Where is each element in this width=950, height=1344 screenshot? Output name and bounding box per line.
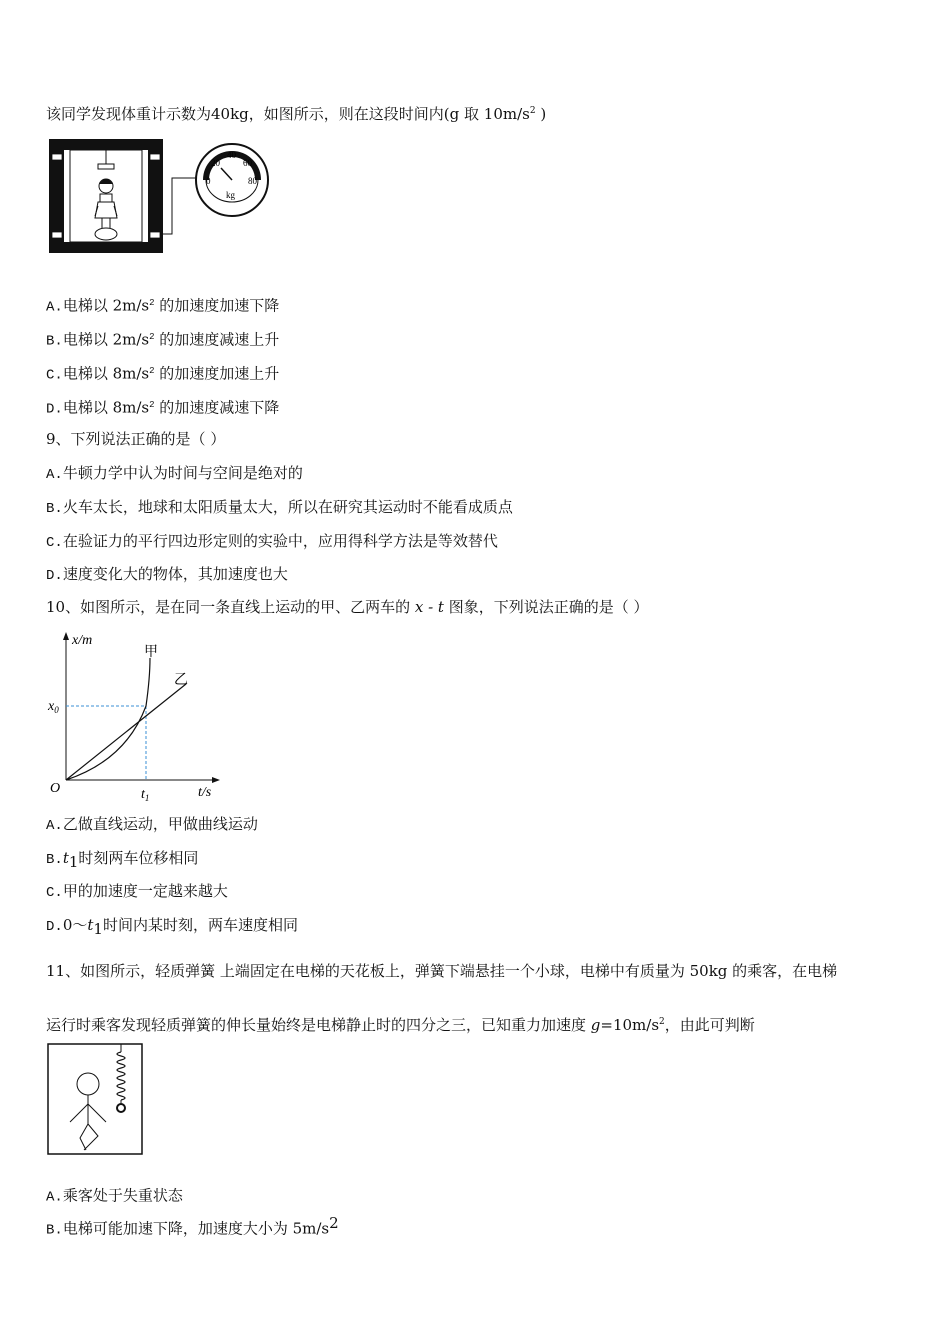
spring-elevator-figure	[46, 1042, 150, 1158]
q9-option-d[interactable]: D.速度变化大的物体，其加速度也大	[46, 565, 288, 584]
spring-icon	[117, 1044, 125, 1112]
dial-unit: kg	[226, 190, 235, 200]
origin-label: O	[50, 781, 61, 796]
line-yi-label: 乙	[174, 673, 188, 688]
dial-tick-60: 60	[243, 158, 252, 168]
curve-jia	[66, 658, 150, 780]
q8-option-b[interactable]: B.电梯以 $2m/s^2$ 的加速度减速上升	[46, 330, 280, 350]
x0-label: $x_0$	[48, 699, 59, 715]
q8-intro: 该同学发现体重计示数为40kg，如图所示，则在这段时间内(g 取 $10m/s^2$ )	[46, 105, 547, 123]
line-yi	[66, 684, 186, 780]
dial-tick-40: 40	[227, 150, 236, 160]
q10-stem: 10、如图所示，是在同一条直线上运动的甲、乙两车的 x - t 图象，下列说法正确的是（ ）	[46, 598, 649, 616]
q11-stem-line2: 运行时乘客发现轻质弹簧的伸长量始终是电梯静止时的四分之三，已知重力加速度 $g=10m/s^2$，由此可判断	[46, 1016, 755, 1034]
passenger-icon	[70, 1073, 106, 1150]
dial-tick-20: 20	[211, 158, 220, 168]
y-axis-label: x/m	[72, 633, 93, 648]
q8-option-c[interactable]: C.电梯以 $8m/s^2$ 的加速度加速上升	[46, 364, 280, 384]
q10-option-c[interactable]: C.甲的加速度一定越来越大	[46, 882, 228, 901]
q9-option-c[interactable]: C.在验证力的平行四边形定则的实验中，应用得科学方法是等效替代	[46, 532, 498, 551]
q11-option-b[interactable]: B.电梯可能加速下降，加速度大小为 $5m/s^2$	[46, 1214, 339, 1239]
elevator-scale-figure	[46, 134, 276, 260]
q9-option-a[interactable]: A.牛顿力学中认为时间与空间是绝对的	[46, 464, 303, 483]
q8-option-d[interactable]: D.电梯以 $8m/s^2$ 的加速度减速下降	[46, 398, 280, 418]
q10-option-d[interactable]: $D.0\sim t_1$时间内某时刻，两车速度相同	[46, 916, 298, 938]
curve-jia-label: 甲	[144, 645, 158, 660]
dial-tick-0: 0	[206, 176, 211, 186]
q11-option-a[interactable]: A.乘客处于失重状态	[46, 1186, 183, 1206]
q9-stem: 9、下列说法正确的是（ ）	[46, 430, 226, 448]
scale-dial	[196, 144, 268, 216]
dial-tick-80: 80	[248, 176, 257, 186]
x-axis-label: t/s	[198, 785, 212, 800]
t1-label: $t_1$	[141, 787, 150, 803]
q8-option-a[interactable]: A.电梯以 $2m/s^2$ 的加速度加速下降	[46, 296, 280, 316]
q9-option-b[interactable]: B.火车太长，地球和太阳质量太大，所以在研究其运动时不能看成质点	[46, 498, 513, 517]
xt-graph	[46, 628, 226, 804]
q10-option-a[interactable]: A.乙做直线运动，甲做曲线运动	[46, 815, 258, 834]
q11-stem-line1: 11、如图所示，轻质弹簧 上端固定在电梯的天花板上，弹簧下端悬挂一个小球，电梯中有质量为 50kg 的乘客，在电梯	[46, 962, 838, 980]
q10-option-b[interactable]: $B.t_1$时刻两车位移相同	[46, 849, 199, 871]
